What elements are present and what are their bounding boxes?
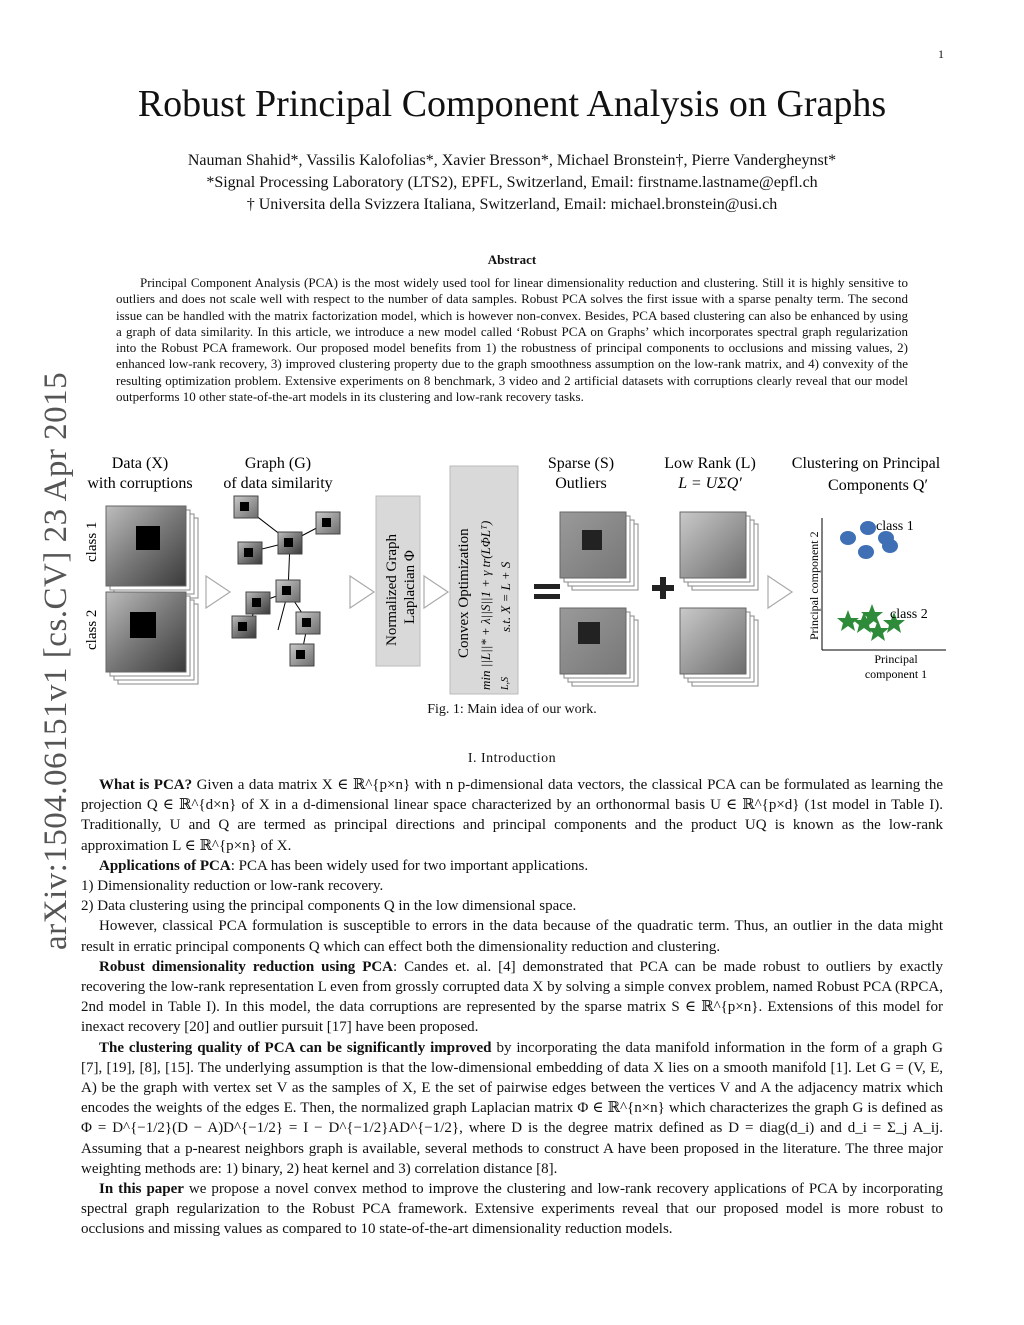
y-axis-label: Principal component 2 — [807, 531, 821, 640]
plus-icon — [652, 577, 674, 599]
paragraph-this-paper — [81, 1179, 943, 1240]
author-list: Nauman Shahid*, Vassilis Kalofolias*, Xavier Bresson*, Michael Bronstein†, Pierre Vandergheynst* — [187, 152, 837, 169]
text-what-is-pca: Given a data matrix X ∈ ℝ^{p×n} with n p-dimensional data vectors, the classical PCA can be formulated as learning the projection Q ∈ ℝ^{d×n} of X in a d-dimensional linear space characterized by an orthonormal basis U ∈ ℝ^{p×d} (1st model in Table I). Traditionally, U and Q are termed as principal directions and principal components and the product UQ is known as the low-rank approximation L ∈ ℝ^{p×n} of X. — [81, 777, 943, 854]
cluster-title-2: Components Q′ — [828, 477, 928, 494]
arxiv-stamp: arXiv:1504.06151v1 [cs.CV] 23 Apr 2015 — [38, 371, 74, 950]
paragraph-however: However, classical PCA formulation is susceptible to errors in the data because of the quadratic term. Thus, an outlier in the data might result in erratic principal components Q which can effect both the dimensionality reduction and clustering. — [81, 918, 943, 955]
arrow-icon — [206, 576, 230, 608]
lowrank-stack-1 — [680, 512, 758, 590]
lead-clustering-quality: The clustering quality of PCA can be significantly improved — [99, 1039, 492, 1056]
sparse-title-2: Outliers — [555, 475, 607, 492]
graph-title-1: Graph (G) — [244, 455, 312, 472]
data-title-1: Data (X) — [111, 455, 169, 472]
sparse-stack-2 — [560, 608, 638, 686]
legend-class2: class 2 — [890, 607, 928, 622]
affiliation-epfl: *Signal Processing Laboratory (LTS2), EPFL, Switzerland, Email: firstname.lastname@epfl.ch — [206, 174, 818, 191]
class2-label: class 2 — [84, 609, 100, 650]
text-this-paper: we propose a novel convex method to improve the clustering and low-rank recovery applications of PCA by incorporating spectral graph regularization to the Robust PCA framework. Extensive experiments reveal that our proposed model is more robust to occlusions and missing values as compared to 10 state-of-the-art dimensionality reduction models. — [81, 1181, 944, 1238]
figure-caption: Fig. 1: Main idea of our work. — [427, 702, 597, 717]
convex-constraint: s.t. X = L + S — [498, 561, 513, 632]
paragraph-what-is-pca — [81, 775, 943, 856]
data-class1-stack — [106, 506, 198, 598]
sparse-title-1: Sparse (S) — [547, 455, 615, 472]
data-class2-stack — [106, 592, 198, 684]
x-axis-label-2: component 1 — [864, 667, 928, 681]
class1-label: class 1 — [84, 521, 100, 562]
arrow-icon — [424, 576, 448, 608]
convex-subscript: L,S — [500, 676, 511, 690]
paper-title: Robust Principal Component Analysis on Graphs — [137, 83, 887, 125]
cluster-title-1: Clustering on Principal — [791, 455, 941, 472]
laplacian-label-1: Normalized Graph — [384, 533, 400, 646]
arrow-icon — [768, 576, 792, 608]
text-clustering-quality: by incorporating the data manifold information in the form of a graph G [7], [19], [8], [15]. The underlying assumption is that the low-dimensional embedding of data X lies on a smooth manifold [1]. Let G = (V, E, A) be the graph with vertex set V as the samples of X, E the set of pairwise edges between the vertices V and A the adjacency matrix which encodes the weights of the edges E. Then, the normalized graph Laplacian matrix Φ ∈ ℝ^{n×n} which characterizes the graph G is defined as Φ = D^{−1/2}(D − A)D^{−1/2} = I − D^{−1/2}AD^{−1/2}, where D is the degree matrix defined as D = diag(d_i) and d_i = Σ_j A_ij. Assuming that a p-nearest neighbors graph is available, several methods to construct A have been proposed in the literature. The three major weighting methods are: 1) binary, 2) heat kernel and 3) correlation distance [8]. — [81, 1039, 943, 1177]
figure-main-idea — [78, 452, 950, 697]
lead-what-is-pca: What is PCA? — [99, 777, 193, 793]
text-robust-reduction: : Candes et. al. [4] demonstrated that PCA can be made robust to outliers by exactly recovering the low-rank representation L even from grossly corrupted data X by solving a simple convex problem, named Robust PCA (RPCA, 2nd model in Table I). In this model, the data corruptions are represented by the sparse matrix S ∈ ℝ^{p×n}. Extensions of this model for inexact recovery [20] and outlier pursuit [17] have been proposed. — [81, 958, 943, 1036]
list-item-2: 2) Data clustering using the principal components Q in the low dimensional space. — [81, 898, 577, 915]
lead-applications: Applications of PCA — [99, 857, 231, 874]
introduction-body — [81, 775, 943, 1240]
data-title-2: with corruptions — [87, 475, 193, 492]
lead-robust-reduction: Robust dimensionality reduction using PCA — [99, 958, 394, 975]
author-block — [0, 150, 1024, 216]
legend-class1: class 1 — [876, 519, 914, 534]
x-axis-label-1: Principal — [874, 652, 918, 666]
lead-this-paper: In this paper — [99, 1181, 184, 1198]
lowrank-title-1: Low Rank (L) — [664, 455, 756, 472]
section-heading: I. Introduction — [467, 751, 557, 766]
list-item-1: 1) Dimensionality reduction or low-rank recovery. — [81, 878, 384, 895]
arrow-icon — [350, 576, 374, 608]
laplacian-label-2: Laplacian Φ — [402, 550, 418, 624]
equals-icon — [534, 584, 560, 599]
paragraph-clustering-quality — [81, 1038, 943, 1179]
paragraph-applications — [81, 856, 943, 876]
page-number: 1 — [938, 47, 944, 61]
affiliation-usi: † Universita della Svizzera Italiana, Switzerland, Email: michael.bronstein@usi.ch — [246, 196, 778, 213]
graph-title-2: of data similarity — [223, 475, 333, 492]
lowrank-title-2: L = UΣQ′ — [678, 475, 742, 492]
abstract-heading: Abstract — [487, 252, 537, 267]
abstract-text: Principal Component Analysis (PCA) is the most widely used tool for linear dimensionality reduction and clustering. Still it is highly sensitive to outliers and does not scale well with respect to the number of data samples. Robust PCA solves the first issue with a sparse penalty term. The second issue can be handled with the matrix factorization model, which is however non-convex. Besides, PCA based clustering can also be enhanced by using a graph of data similarity. In this article, we introduce a new model called ‘Robust PCA on Graphs’ which incorporates spectral graph regularization into the Robust PCA framework. Our proposed model benefits from 1) the robustness of principal components to occlusions and missing values, 2) enhanced low-rank recovery, 3) improved clustering property due to the graph smoothness assumption on the low-rank matrix, and 4) convexity of the resulting optimization problem. Extensive experiments on 8 benchmark, 3 video and 2 artificial datasets with corruptions clearly reveal that our model outperforms 10 other state-of-the-art models in its clustering and low-rank recovery tasks. — [116, 275, 908, 405]
sparse-stack-1 — [560, 512, 638, 590]
text-applications: : PCA has been widely used for two important applications. — [230, 857, 589, 874]
graph-nodes — [232, 496, 340, 666]
convex-objective: min ||L||* + λ||S||1 + γ tr(LΦLᵀ) — [478, 520, 493, 690]
convex-title: Convex Optimization — [456, 528, 472, 658]
lowrank-stack-2 — [680, 608, 758, 686]
paragraph-robust-reduction — [81, 957, 943, 1038]
